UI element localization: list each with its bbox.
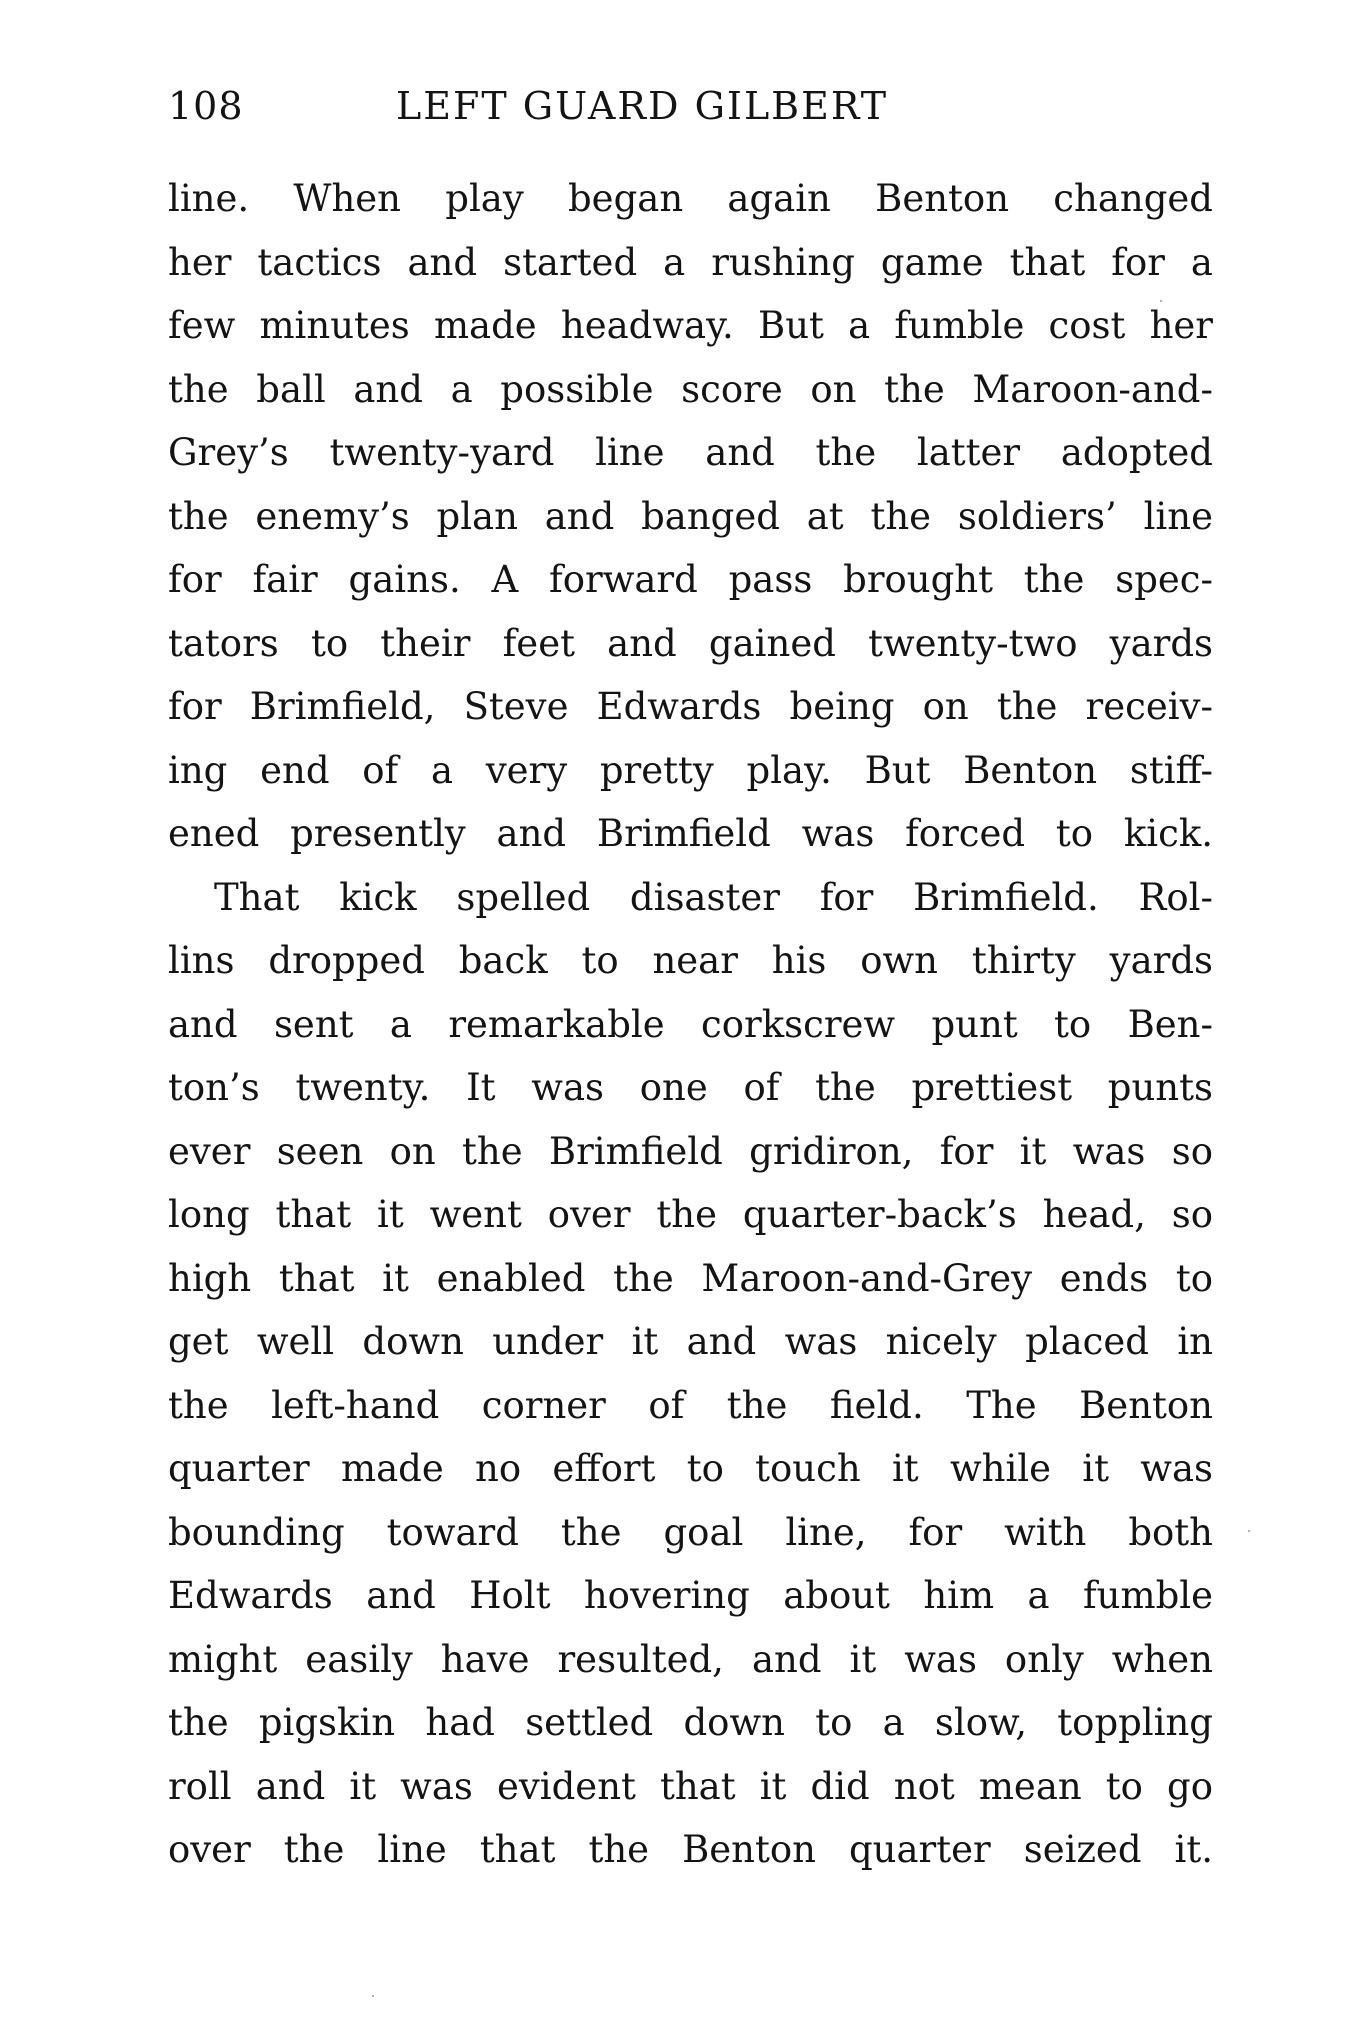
paper-speck — [1248, 1530, 1250, 1532]
text-line: for Brimfield, Steve Edwards being on the receiv- — [168, 685, 1213, 728]
text-line: few minutes made headway. But a fumble cost her — [168, 304, 1213, 347]
text-line: and sent a remarkable corkscrew punt to Ben- — [168, 1002, 1213, 1046]
body-text — [168, 167, 1213, 1882]
text-line: the left-hand corner of the field. The Benton — [168, 1383, 1213, 1427]
text-line: the pigskin had settled down to a slow, toppling — [168, 1701, 1213, 1744]
text-line: over the line that the Benton quarter seized it. — [168, 1828, 1213, 1871]
text-line: roll and it was evident that it did not mean to go — [168, 1764, 1213, 1808]
text-line: high that it enabled the Maroon-and-Grey ends to — [168, 1256, 1213, 1300]
text-line: line. When play began again Benton changed — [168, 177, 1213, 220]
text-line: the ball and a possible score on the Maroon-and- — [168, 367, 1213, 411]
running-title: LEFT GUARD GILBERT — [396, 84, 889, 128]
text-line: long that it went over the quarter-back’s head, so — [168, 1193, 1213, 1236]
text-line: Edwards and Holt hovering about him a fumble — [168, 1574, 1213, 1617]
text-line: get well down under it and was nicely placed in — [168, 1320, 1213, 1363]
text-line: her tactics and started a rushing game that for a — [168, 240, 1213, 284]
text-line: Grey’s twenty-yard line and the latter adopted — [168, 431, 1213, 474]
text-line: lins dropped back to near his own thirty yards — [168, 939, 1213, 982]
running-head — [168, 78, 1213, 134]
paper-speck — [372, 1995, 374, 1997]
text-line: ing end of a very pretty play. But Benton stiff- — [168, 748, 1213, 792]
text-line: ened presently and Brimfield was forced to kick. — [168, 812, 1213, 855]
paragraph-start-line: That kick spelled disaster for Brimfield. Rol- — [214, 875, 1213, 919]
text-line: ton’s twenty. It was one of the prettiest punts — [168, 1066, 1213, 1109]
text-line: the enemy’s plan and banged at the soldiers’ line — [168, 494, 1213, 538]
text-line: tators to their feet and gained twenty-two yards — [168, 621, 1213, 665]
page-number: 108 — [168, 84, 244, 128]
text-line: for fair gains. A forward pass brought the spec- — [168, 558, 1213, 601]
text-line: might easily have resulted, and it was only when — [168, 1637, 1213, 1681]
paper-speck — [1160, 300, 1162, 302]
text-line: bounding toward the goal line, for with both — [168, 1510, 1213, 1554]
text-line: ever seen on the Brimfield gridiron, for it was so — [168, 1129, 1213, 1173]
text-line: quarter made no effort to touch it while it was — [168, 1447, 1213, 1490]
